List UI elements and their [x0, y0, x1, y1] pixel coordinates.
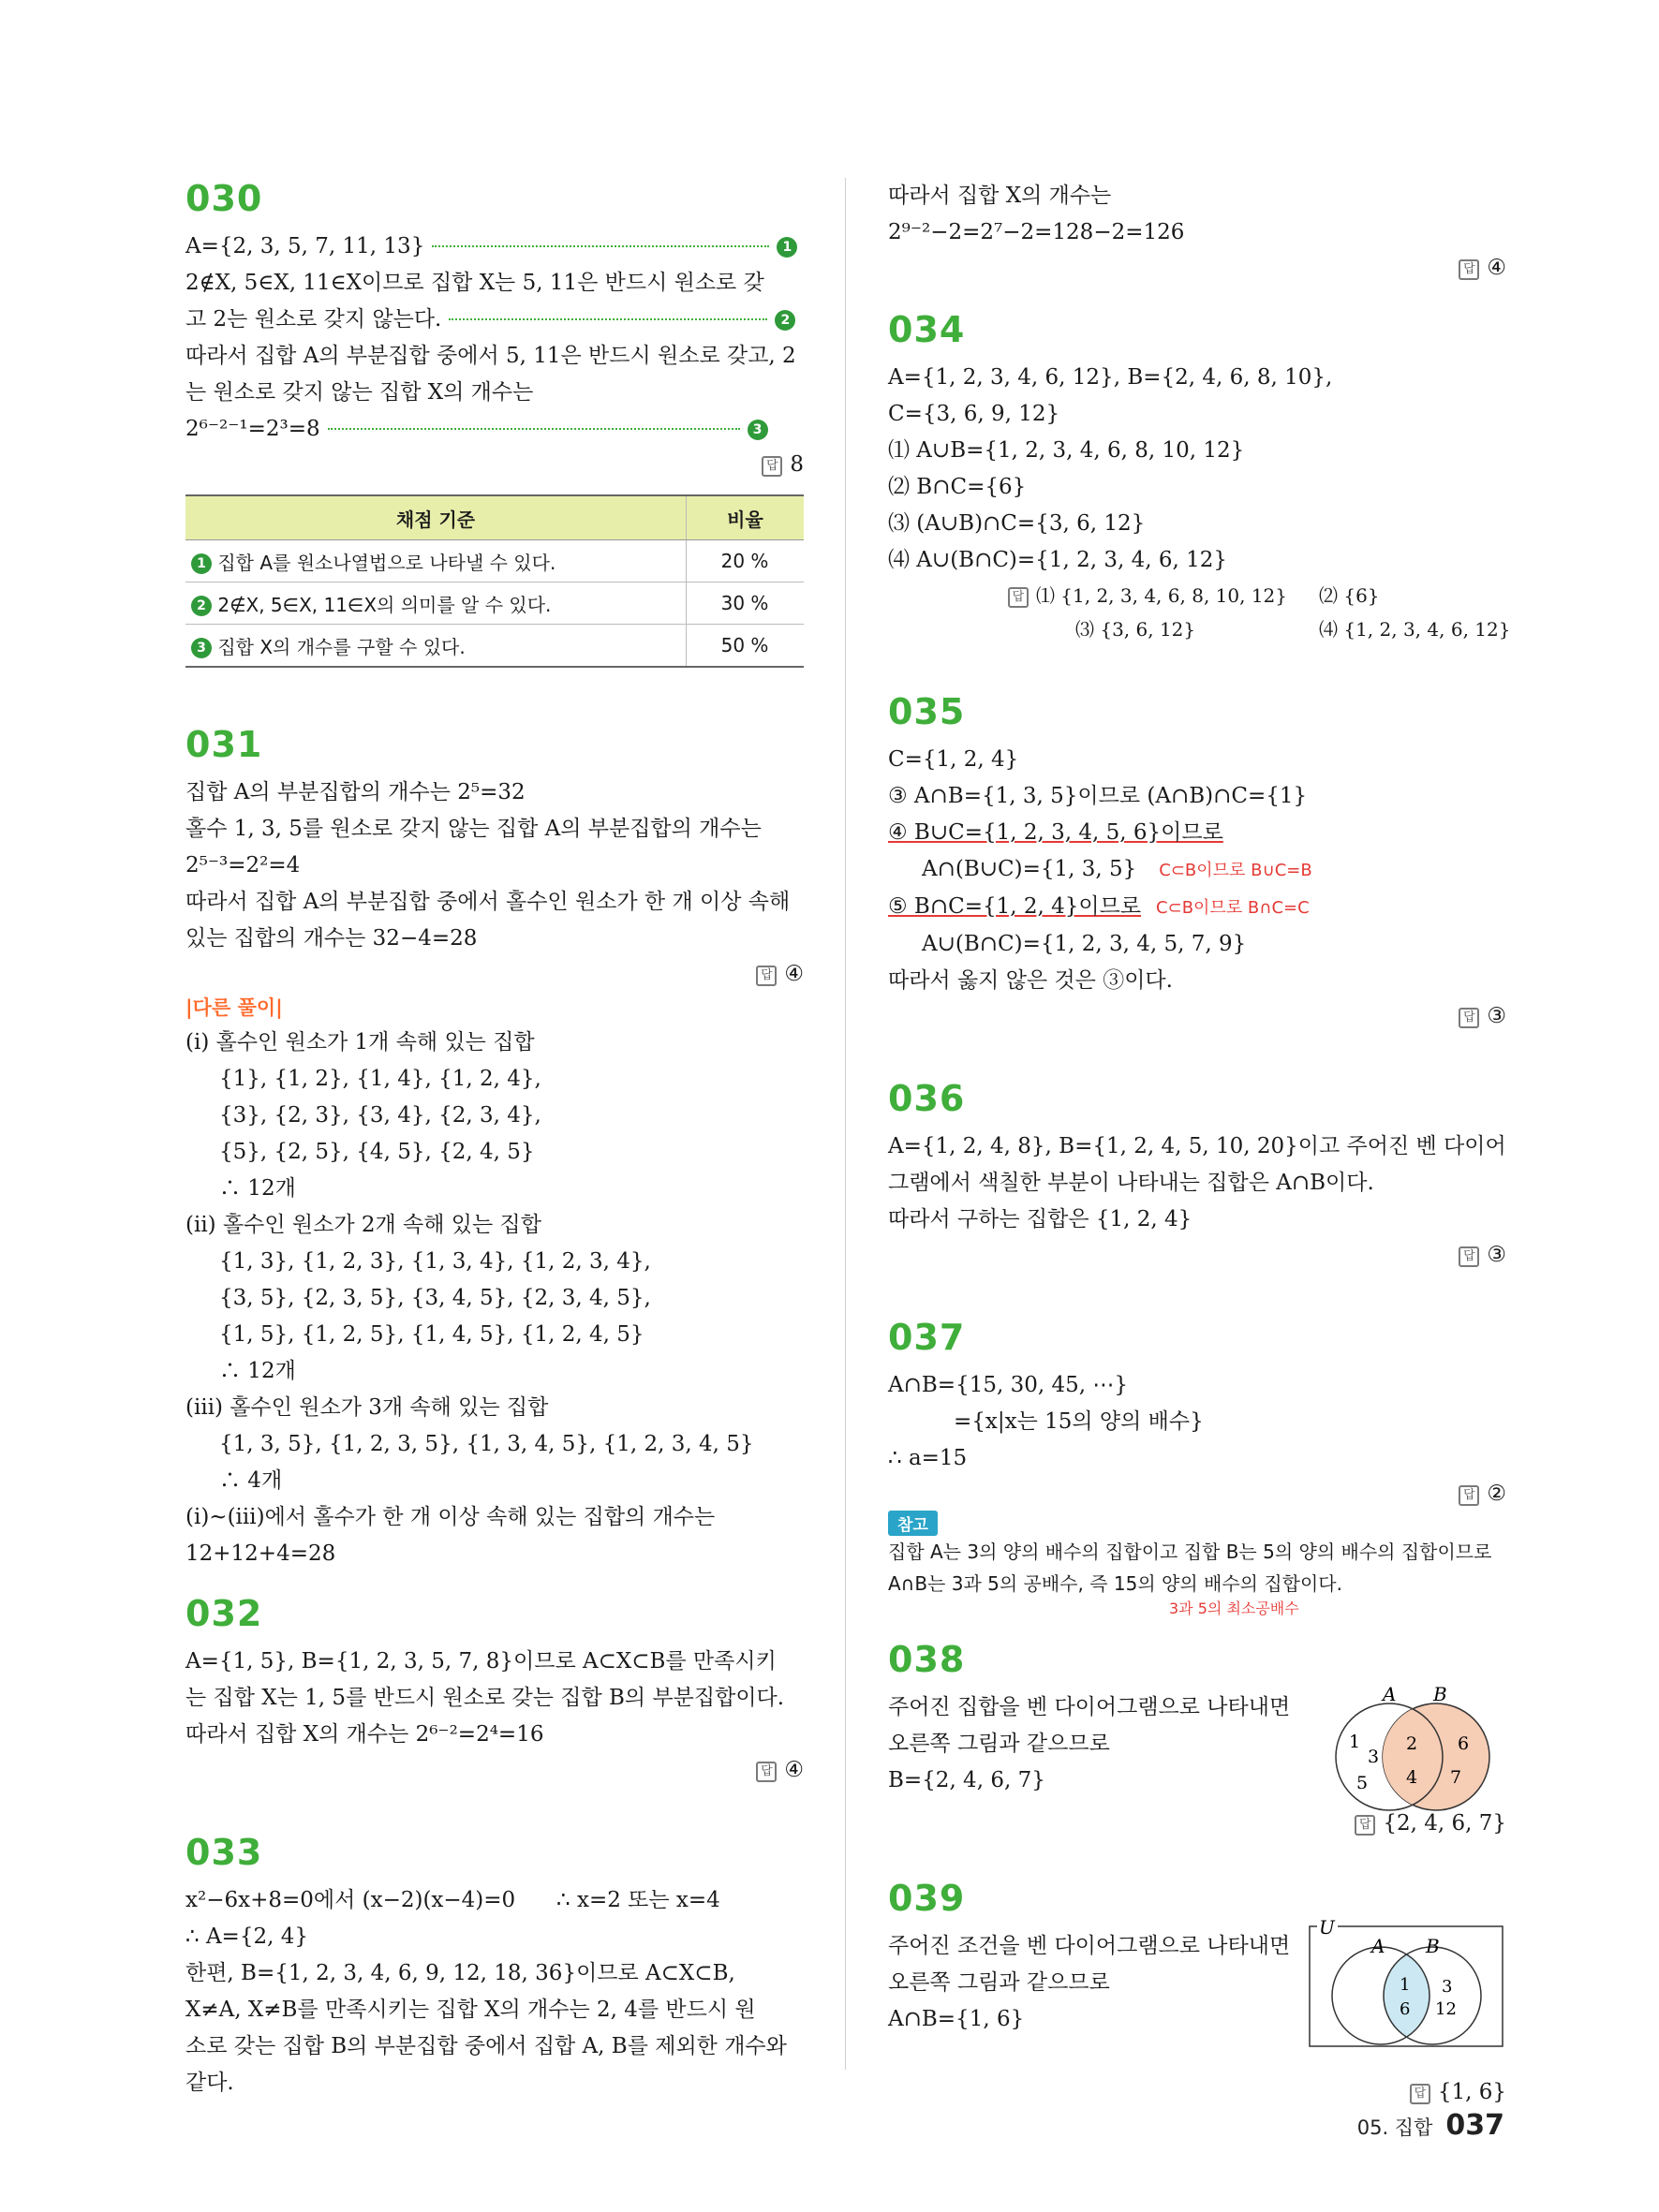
solution-line: ⑴ A∪B={1, 2, 3, 4, 6, 8, 10, 12} [888, 438, 1245, 463]
solution-line: ={x|x는 15의 양의 배수} [954, 1409, 1204, 1434]
answer-icon: 답 [1459, 1485, 1479, 1506]
reference-box [888, 1511, 1506, 1618]
solution-line: 오른쪽 그림과 같으므로 [888, 1732, 1110, 1756]
solution-line: 따라서 집합 X의 개수는 [888, 184, 1112, 208]
answer-icon: 답 [1459, 259, 1479, 280]
solution-line: 주어진 집합을 벤 다이어그램으로 나타내면 [888, 1695, 1291, 1719]
solution-line: ∴ 12개 [219, 1176, 296, 1201]
problem-number: 034 [888, 309, 966, 350]
answer: 답 ② [888, 1477, 1506, 1511]
answer-icon: 답 [1410, 2084, 1430, 2104]
problem-number: 032 [185, 1593, 263, 1634]
solution-line: X≠A, X≠B를 만족시키는 집합 X의 개수는 2, 4를 반드시 원 [185, 1998, 756, 2022]
section-title: 05. 집합 [1356, 2116, 1433, 2139]
solution-line: 12+12+4=28 [185, 1541, 336, 1566]
solution-line: (ⅰ) 홀수인 원소가 1개 속해 있는 집합 [185, 1030, 535, 1054]
table-row [185, 582, 804, 625]
solution-line: A={1, 2, 3, 4, 6, 12}, B={2, 4, 6, 8, 10}, [888, 365, 1333, 390]
venn-diagram [1306, 1919, 1506, 2050]
set-label: B [1426, 1935, 1440, 1957]
solution-line: ④ B∪C={1, 2, 3, 4, 5, 6}이므로 [888, 820, 1223, 845]
set-label: A [1383, 1683, 1397, 1705]
dotted-leader [432, 245, 769, 247]
solution-line: 2⁶⁻²⁻¹=2³=8 [185, 417, 320, 441]
problem-033-continued [888, 178, 1506, 285]
problem-number: 033 [185, 1832, 263, 1873]
solution-line: ∴ 12개 [219, 1359, 296, 1383]
reference-label: 참고 [888, 1511, 938, 1536]
answer: ⑶ {3, 6, 12} ⑷ {1, 2, 3, 4, 6, 12} [1075, 618, 1511, 641]
answer: 답 ③ [888, 1238, 1506, 1272]
reference-text: A∩B는 3과 5의 공배수, 즉 15의 양의 배수의 집합이다. [888, 1572, 1342, 1595]
problem-037 [888, 1317, 1506, 1618]
solution-line: 따라서 옳지 않은 것은 ③이다. [888, 968, 1173, 993]
element: 7 [1450, 1767, 1462, 1788]
alternative-solution-title: |다른 풀이| [185, 996, 283, 1019]
solution-line: ⑷ A∪(B∩C)={1, 2, 3, 4, 6, 12} [888, 548, 1227, 572]
problem-039 [888, 1878, 1506, 2109]
solution-line: {1, 3, 5}, {1, 2, 3, 5}, {1, 3, 4, 5}, {1, 2, 3, 4, 5} [219, 1432, 754, 1456]
element: 5 [1356, 1773, 1369, 1793]
column-divider [845, 178, 846, 2070]
step-marker-3: 3 [748, 420, 768, 440]
element: 6 [1400, 1999, 1411, 2019]
solution-line: A∩(B∪C)={1, 3, 5} [922, 857, 1137, 881]
element: 3 [1368, 1747, 1380, 1767]
solution-line: ⑵ B∩C={6} [888, 475, 1027, 499]
right-column [888, 178, 1511, 2154]
solution-line: {1}, {1, 2}, {1, 4}, {1, 2, 4}, [219, 1067, 541, 1091]
solution-line: A={1, 2, 4, 8}, B={1, 2, 4, 5, 10, 20}이고 주어진 벤 다이어 [888, 1134, 1506, 1158]
criterion-text: 2∉X, 5∈X, 11∈X의 의미를 알 수 있다. [217, 593, 552, 616]
scoring-table [185, 494, 804, 668]
problem-035 [888, 691, 1506, 1033]
element: 3 [1442, 1977, 1453, 1997]
solution-line: C={1, 2, 4} [888, 747, 1019, 772]
answer: 답 ④ [185, 1753, 804, 1787]
solution-line: 따라서 집합 A의 부분집합 중에서 5, 11은 반드시 원소로 갖고, 2 [185, 344, 796, 368]
answer-icon: 답 [756, 1762, 777, 1782]
answer: 답 {2, 4, 6, 7} [888, 1806, 1506, 1840]
dotted-leader [328, 428, 740, 430]
page-footer [1357, 2109, 1504, 2142]
problem-032 [185, 1593, 804, 1787]
problem-number: 031 [185, 724, 263, 765]
step-marker-1: 1 [777, 237, 797, 258]
solution-line: {5}, {2, 5}, {4, 5}, {2, 4, 5} [219, 1140, 535, 1164]
problem-number: 036 [888, 1078, 966, 1119]
problem-030 [185, 178, 804, 668]
solution-line: A={2, 3, 5, 7, 11, 13} [185, 234, 425, 258]
page-number: 037 [1445, 2109, 1504, 2142]
ratio-cell: 30 % [687, 582, 805, 625]
solution-line: 그램에서 색칠한 부분이 나타내는 집합은 A∩B이다. [888, 1171, 1374, 1195]
solution-line: 한편, B={1, 2, 3, 4, 6, 9, 12, 18, 36}이므로 A⊂X⊂B, [185, 1961, 735, 1985]
solution-line: 주어진 조건을 벤 다이어그램으로 나타내면 [888, 1934, 1291, 1958]
table-header: 비율 [687, 495, 805, 540]
problem-034 [888, 309, 1511, 646]
solution-line: 있는 집합의 개수는 32−4=28 [185, 926, 478, 951]
ratio-cell: 20 % [687, 540, 805, 582]
element: 4 [1406, 1767, 1418, 1788]
solution-line: 고 2는 원소로 갖지 않는다. [185, 307, 442, 332]
solution-line: 2⁹⁻²−2=2⁷−2=128−2=126 [888, 220, 1185, 244]
solution-line: A∩B={1, 6} [888, 2007, 1025, 2031]
solution-line: 따라서 집합 X의 개수는 2⁶⁻²=2⁴=16 [185, 1722, 544, 1747]
solution-line: ③ A∩B={1, 3, 5}이므로 (A∩B)∩C={1} [888, 784, 1308, 808]
problem-033 [185, 1832, 804, 2101]
solution-line: {3}, {2, 3}, {3, 4}, {2, 3, 4}, [219, 1103, 541, 1128]
table-row [185, 625, 804, 668]
solution-line: 소로 갖는 집합 B의 부분집합 중에서 집합 A, B를 제외한 개수와 [185, 2034, 787, 2058]
solution-line: {1, 5}, {1, 2, 5}, {1, 4, 5}, {1, 2, 4, 5} [219, 1322, 644, 1347]
solution-line: ∴ a=15 [888, 1446, 968, 1470]
answer-icon: 답 [1008, 587, 1029, 608]
set-label: B [1433, 1683, 1447, 1705]
solution-line: 2⁵⁻³=2²=4 [185, 853, 301, 877]
answer: 답 8 [185, 448, 804, 481]
problem-number: 035 [888, 691, 966, 732]
solution-line: 집합 A의 부분집합의 개수는 2⁵=32 [185, 780, 526, 804]
solution-line: A∩B={15, 30, 45, ⋯} [888, 1373, 1128, 1397]
solution-line: 따라서 구하는 집합은 {1, 2, 4} [888, 1207, 1192, 1231]
solution-line: A={1, 5}, B={1, 2, 3, 5, 7, 8}이므로 A⊂X⊂B를 만족시키 [185, 1649, 777, 1674]
step-marker-3: 3 [191, 638, 212, 658]
solution-line: x²−6x+8=0에서 (x−2)(x−4)=0 ∴ x=2 또는 x=4 [185, 1888, 720, 1912]
table-row [185, 540, 804, 582]
problem-number: 039 [888, 1878, 966, 1919]
problem-031 [185, 724, 804, 1572]
answer-icon: 답 [1355, 1815, 1375, 1836]
step-marker-2: 2 [191, 596, 212, 616]
solution-line: (ⅱ) 홀수인 원소가 2개 속해 있는 집합 [185, 1213, 541, 1237]
solution-line: ⑶ (A∪B)∩C={3, 6, 12} [888, 511, 1146, 536]
problem-036 [888, 1078, 1506, 1272]
solution-line: 오른쪽 그림과 같으므로 [888, 1970, 1110, 1995]
answer: 답 ⑴ {1, 2, 3, 4, 6, 8, 10, 12} ⑵ {6} [888, 579, 1506, 612]
solution-line: A∪(B∩C)={1, 2, 3, 4, 5, 7, 9} [922, 932, 1247, 956]
solution-line: 는 집합 X는 1, 5를 반드시 원소로 갖는 집합 B의 부분집합이다. [185, 1686, 785, 1710]
problem-number: 038 [888, 1639, 966, 1680]
element: 1 [1400, 1975, 1411, 1995]
problem-038 [888, 1639, 1506, 1840]
element: 6 [1458, 1733, 1470, 1754]
set-label: U [1319, 1919, 1335, 1939]
answer-icon: 답 [756, 966, 777, 986]
solution-line: 는 원소로 갖지 않는 집합 X의 개수는 [185, 380, 534, 405]
answer: 답 {1, 6} [888, 2075, 1506, 2109]
solution-line: 홀수 1, 3, 5를 원소로 갖지 않는 집합 A의 부분집합의 개수는 [185, 817, 762, 841]
solution-line: {3, 5}, {2, 3, 5}, {3, 4, 5}, {2, 3, 4, 5}, [219, 1286, 651, 1310]
answer-icon: 답 [1459, 1008, 1479, 1028]
solution-line: (ⅰ)~(ⅲ)에서 홀수가 한 개 이상 속해 있는 집합의 개수는 [185, 1505, 716, 1529]
problem-number: 030 [185, 178, 263, 219]
element: 12 [1435, 1999, 1457, 2019]
side-note: C⊂B이므로 B∩C=C [1156, 898, 1310, 918]
side-note: C⊂B이므로 B∪C=B [1159, 861, 1312, 880]
reference-text: 집합 A는 3의 양의 배수의 집합이고 집합 B는 5의 양의 배수의 집합이므로 [888, 1541, 1492, 1563]
element: 1 [1349, 1732, 1361, 1752]
answer: 답 ④ [888, 251, 1506, 285]
table-header: 채점 기준 [185, 495, 687, 540]
solution-line: ⑤ B∩C={1, 2, 4}이므로 [888, 894, 1142, 919]
solution-line: 같다. [185, 2071, 234, 2095]
solution-line: B={2, 4, 6, 7} [888, 1768, 1045, 1792]
left-column [185, 178, 804, 2146]
solution-line: 2∉X, 5∈X, 11∈X이므로 집합 X는 5, 11은 반드시 원소로 갖 [185, 271, 764, 295]
step-marker-1: 1 [191, 553, 212, 574]
solution-line: 따라서 집합 A의 부분집합 중에서 홀수인 원소가 한 개 이상 속해 [185, 890, 791, 914]
solution-line: ∴ 4개 [219, 1468, 283, 1493]
answer: 답 ③ [888, 999, 1506, 1033]
answer-icon: 답 [1459, 1246, 1479, 1267]
side-note: 3과 5의 최소공배수 [1169, 1600, 1299, 1617]
set-label: A [1371, 1935, 1385, 1957]
solution-line: (ⅲ) 홀수인 원소가 3개 속해 있는 집합 [185, 1395, 549, 1420]
element: 2 [1406, 1733, 1418, 1754]
answer: 답 ④ [185, 957, 804, 991]
ratio-cell: 50 % [687, 625, 805, 668]
problem-number: 037 [888, 1317, 966, 1358]
solution-line: {1, 3}, {1, 2, 3}, {1, 3, 4}, {1, 2, 3, 4}, [219, 1249, 651, 1274]
step-marker-2: 2 [775, 310, 795, 331]
dotted-leader [449, 318, 767, 320]
criterion-text: 집합 X의 개수를 구할 수 있다. [217, 635, 466, 658]
answer-icon: 답 [762, 456, 782, 477]
criterion-text: 집합 A를 원소나열법으로 나타낼 수 있다. [217, 551, 556, 574]
venn-diagram [1319, 1682, 1506, 1813]
solution-line: ∴ A={2, 4} [185, 1924, 308, 1949]
solution-line: C={3, 6, 9, 12} [888, 402, 1060, 426]
